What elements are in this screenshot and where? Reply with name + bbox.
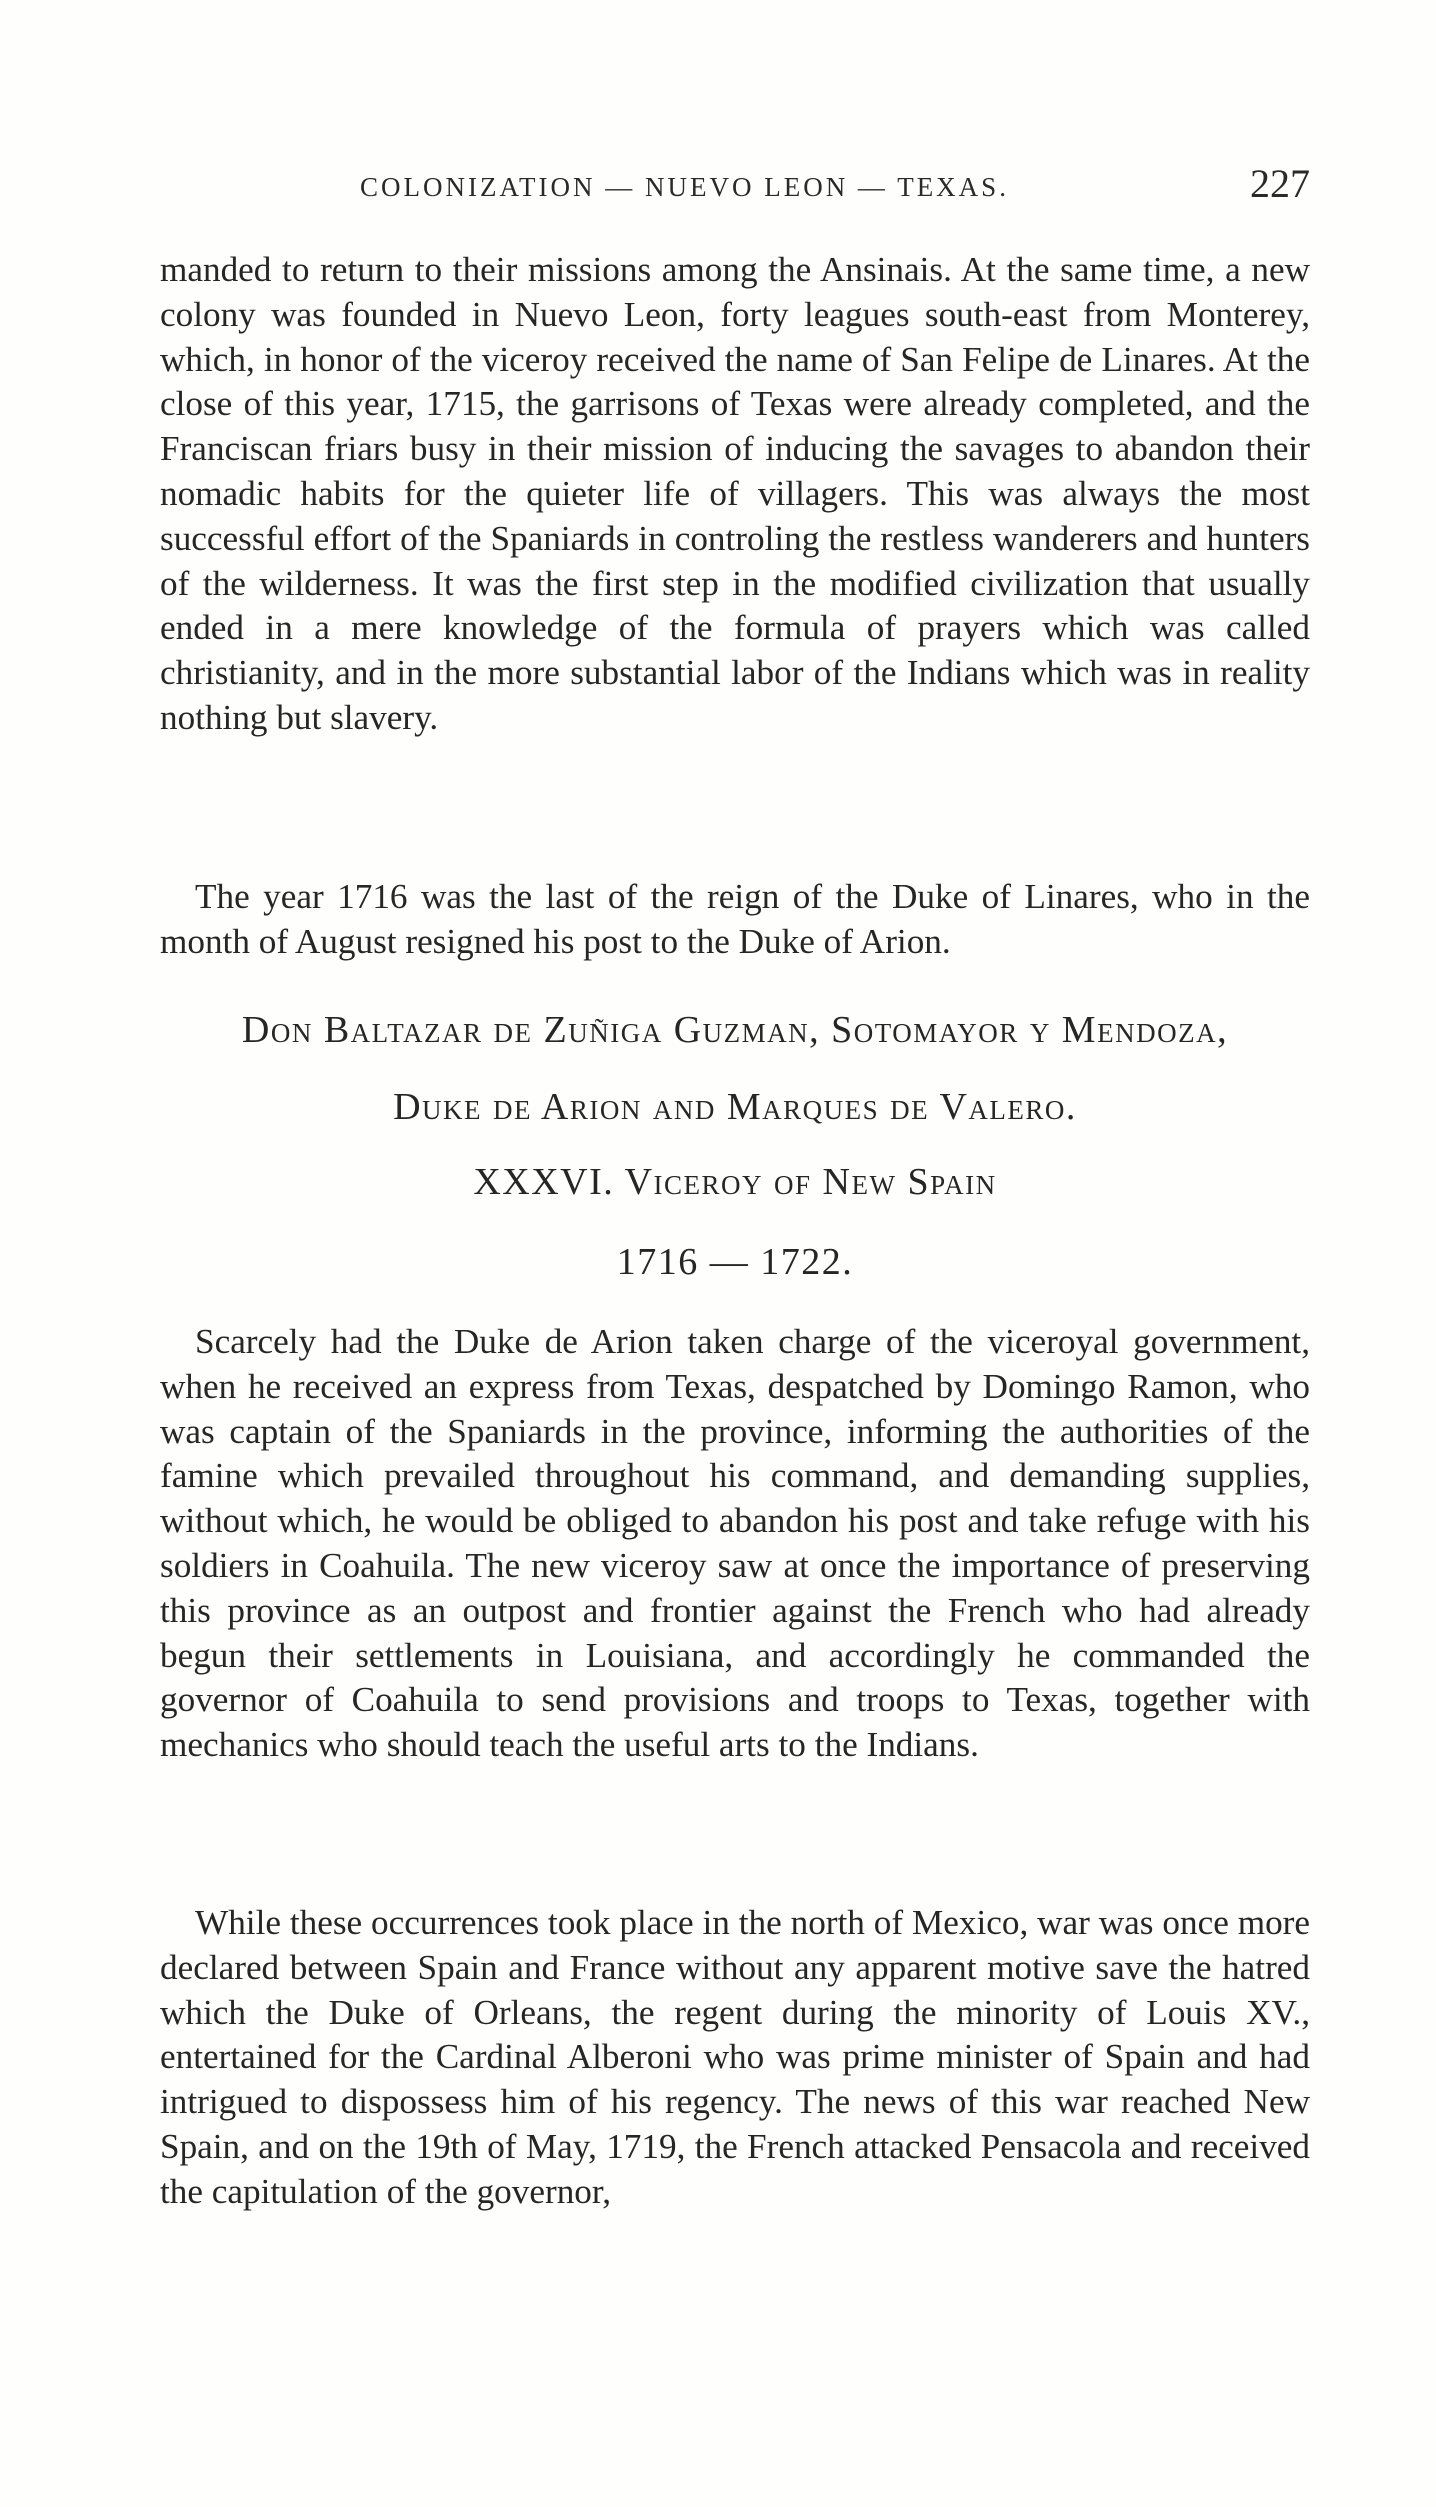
paragraph-text: Scarcely had the Duke de Arion taken charge of the viceroyal government, when he received an express from Texas, despatched by Domingo Ramon, who was captain of the Spaniards in the province, informing the authorities of the famine which prevailed throughout his command, and demanding supplies, without which, he would be obliged to abandon his post and take refuge with his soldiers in Coahuila. The new viceroy saw at once the importance of preserving this province as an outpost and frontier against the French who had already begun their settlements in Louisiana, and accordingly he commanded the governor of Coahuila to send provisions and troops to Texas, together with mechanics who should teach the useful arts to the Indians. <box>160 1322 1310 1765</box>
paragraph-text: manded to return to their missions among the Ansinais. At the same time, a new colony was founded in Nuevo Leon, forty leagues south-east from Monterey, which, in honor of the viceroy received the name of San Felipe de Linares. At the close of this year, 1715, the garrisons of Texas were already completed, and the Franciscan friars busy in their mission of inducing the savages to abandon their nomadic habits for the quieter life of villagers. This was always the most successful effort of the Spaniards in controling the restless wanderers and hunters of the wilderness. It was the first step in the modified civilization that usually ended in a mere knowledge of the formula of prayers which was called christianity, and in the more substantial labor of the Indians which was in reality nothing but slavery. <box>160 250 1310 737</box>
paragraph-text: The year 1716 was the last of the reign of the Duke of Linares, who in the month of August resigned his post to the Duke of Arion. <box>160 877 1310 961</box>
paragraph-while <box>160 1901 1310 2215</box>
heading-viceroy-years: 1716 — 1722. <box>616 1241 854 1283</box>
paragraph-continued <box>160 248 1310 741</box>
heading-viceroy-name: Don Baltazar de Zuñiga Guzman, Sotomayor y Mendoza, <box>241 1009 1229 1051</box>
page-number: 227 <box>1250 161 1310 206</box>
heading-viceroy-number: XXXVI. Viceroy of New Spain <box>473 1161 997 1203</box>
paragraph-scarcely <box>160 1320 1310 1768</box>
paragraph-duke-linares <box>160 875 1310 965</box>
paragraph-text: While these occurrences took place in the north of Mexico, war was once more declared between Spain and France without any apparent motive save the hatred which the Duke of Orleans, the regent during the minority of Louis XV., entertained for the Cardinal Alberoni who was prime minister of Spain and had intrigued to dispossess him of his regency. The news of this war reached New Spain, and on the 19th of May, 1719, the French attacked Pensacola and received the capitulation of the governor, <box>160 1903 1310 2211</box>
running-title: COLONIZATION — NUEVO LEON — TEXAS. <box>360 172 1009 202</box>
heading-viceroy-title: Duke de Arion and Marques de Valero. <box>393 1086 1077 1128</box>
running-head <box>160 160 1310 220</box>
